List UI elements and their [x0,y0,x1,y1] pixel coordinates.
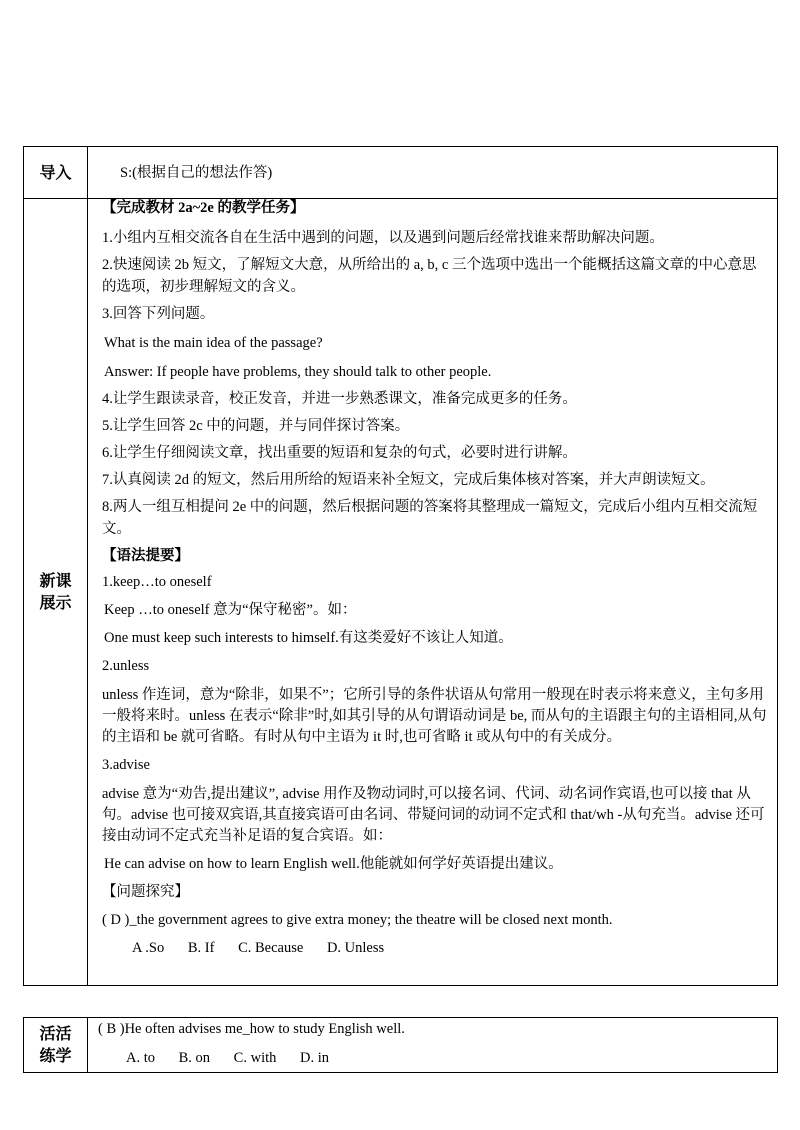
practice-option-d: D. in [300,1050,329,1066]
explore-option-d: D. Unless [326,940,385,956]
practice-label-line2: 练学 [39,1046,72,1065]
intro-table [23,146,778,199]
grammar-item-advise: 3.advise [102,757,150,773]
intro-label: 导入 [24,147,88,198]
practice-label-line1: 活活 [39,1024,72,1043]
new-lesson-table [23,198,778,986]
intro-row [24,147,777,198]
explore-question: ( D )_the government agrees to give extra money; the theatre will be closed next month. [102,912,613,928]
new-lesson-row [24,199,777,985]
task-item-1: 1.小组内互相交流各自在生活中遇到的问题，以及遇到问题后经常找谁来帮助解决问题。 [102,230,664,246]
task-item-7: 7.认真阅读 2d 的短文，然后用所给的短语来补全短文，完成后集体核对答案，并大声朗读短文。 [102,472,715,488]
practice-content [88,1018,777,1072]
task-heading: 【完成教材 2a~2e 的教学任务】 [102,200,305,216]
explore-option-c: C. Because [238,940,304,956]
practice-option-b: B. on [178,1050,211,1066]
new-lesson-label-line1: 新课 [39,571,72,590]
practice-option-c: C. with [233,1050,277,1066]
intro-content [88,147,777,198]
grammar-advise-example: He can advise on how to learn English well.他能就如何学好英语提出建议。 [104,856,563,872]
task-item-4: 4.让学生跟读录音，校正发音，并进一步熟悉课文，准备完成更多的任务。 [102,391,577,407]
grammar-keep-meaning: Keep …to oneself 意为“保守秘密”。如： [104,602,357,618]
task-item-5: 5.让学生回答 2c 中的问题，并与同伴探讨答案。 [102,418,410,434]
explore-heading: 【问题探究】 [102,884,189,900]
new-lesson-label-line2: 展示 [39,593,72,612]
task-item-3: 3.回答下列问题。 [102,306,215,322]
grammar-item-unless: 2.unless [102,658,150,674]
explore-option-b: B. If [187,940,215,956]
task-item-2: 2.快速阅读 2b 短文，了解短文大意，从所给出的 a, b, c 三个选项中选出一个能概括这篇文章的中心意思的选项，初步理解短文的含义。 [102,257,757,295]
practice-table [23,1017,778,1073]
explore-option-a: A .So [132,940,165,956]
practice-question: ( B )He often advises me_how to study English well. [98,1021,405,1037]
practice-row [24,1018,777,1072]
grammar-keep-example: One must keep such interests to himself.有这类爱好不该让人知道。 [104,630,513,646]
grammar-heading: 【语法提要】 [102,548,189,564]
practice-options [98,1047,767,1069]
grammar-advise-text: advise 意为“劝告,提出建议”, advise 用作及物动词时,可以接名词、代词、动名词作宾语,也可以接 that 从句。advise 也可接双宾语,其直接宾语可由名词、带疑问词的动词不定式和 that/wh -从句充当。advise 还可接由动词不定式充当补足语的复合宾语。如： [102,786,765,844]
practice-label [24,1018,88,1072]
task-question: What is the main idea of the passage? [104,335,323,351]
grammar-unless-text: unless 作连词，意为“除非，如果不”；它所引导的条件状语从句常用一般现在时表示将来意义，主句多用一般将来时。unless 在表示“除非”时,如其引导的从句谓语动词是 be, 而从句的主语跟主句的主语相同,从句的主语和 be 就可省略。有时从句中主语为 it 时,也可省略 it 或从句中的有关成分。 [102,687,767,745]
task-item-8: 8.两人一组互相提问 2e 中的问题，然后根据问题的答案将其整理成一篇短文，完成后小组内互相交流短文。 [102,499,758,537]
practice-option-a: A. to [126,1050,155,1066]
task-item-6: 6.让学生仔细阅读文章，找出重要的短语和复杂的句式，必要时进行讲解。 [102,445,577,461]
task-answer: Answer: If people have problems, they should talk to other people. [104,364,492,380]
new-lesson-content [88,199,777,985]
grammar-item-keep: 1.keep…to oneself [102,574,212,590]
explore-options [102,937,767,959]
intro-text: S:(根据自己的想法作答) [120,164,273,181]
new-lesson-label [24,199,88,985]
